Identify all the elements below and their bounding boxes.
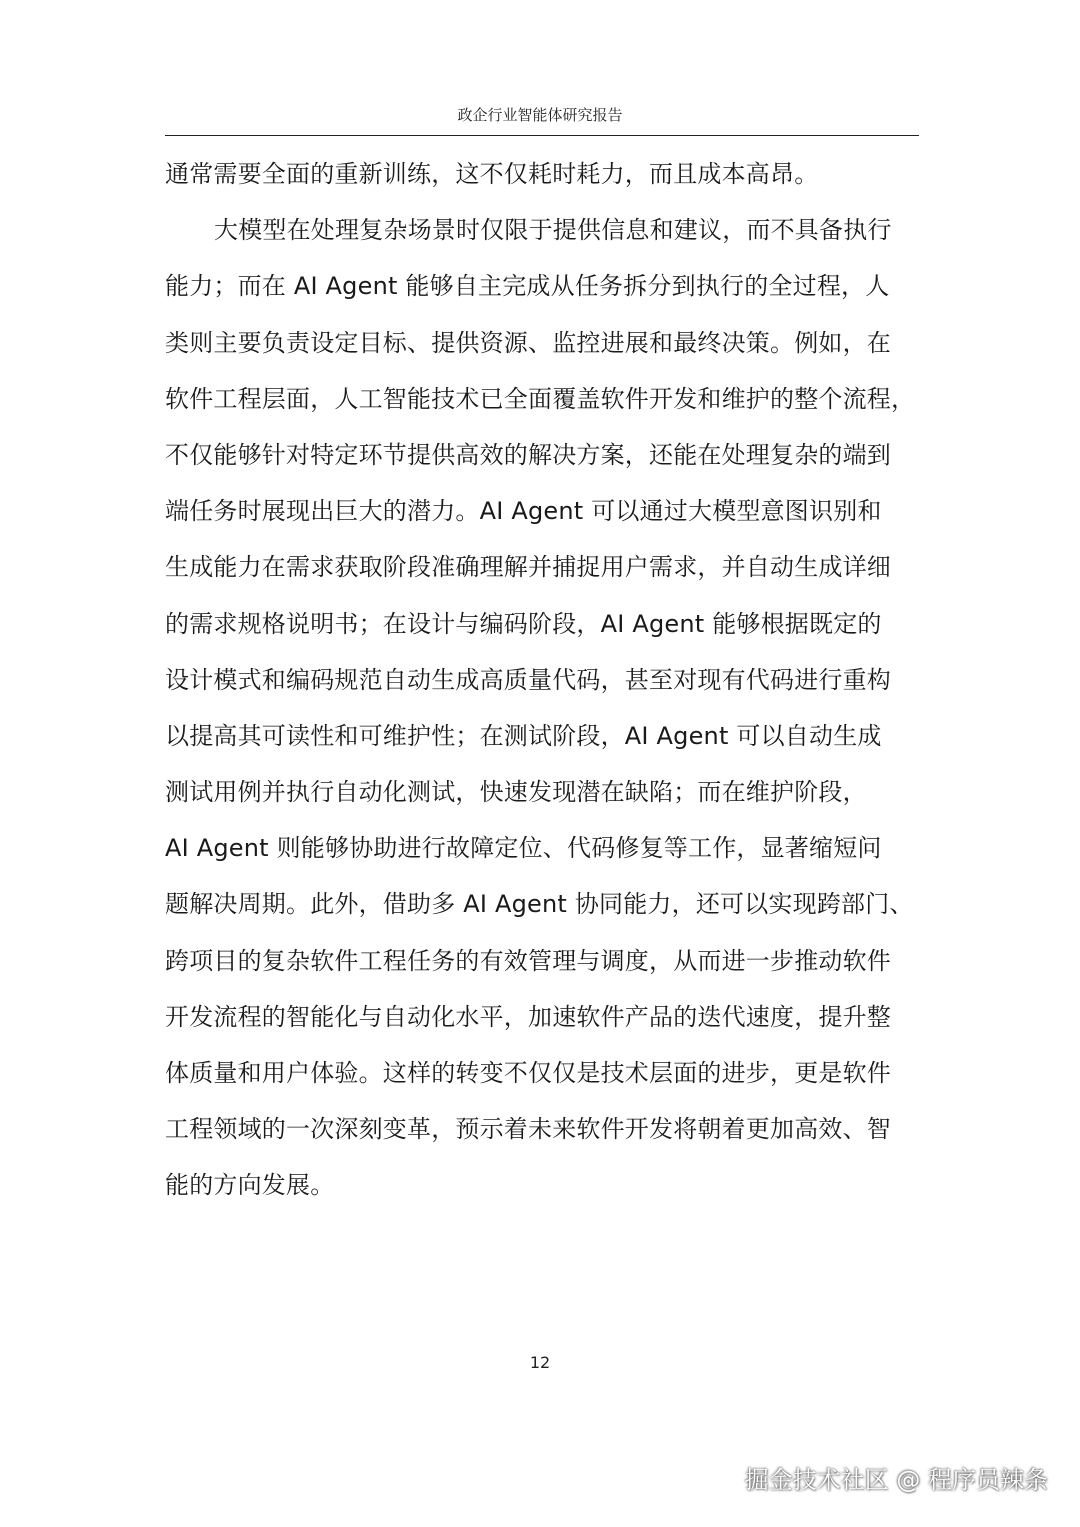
body-text — [165, 146, 919, 1214]
body-line: 能力；而在 AI Agent 能够自主完成从任务拆分到执行的全过程，人 — [165, 272, 890, 301]
page-number: 12 — [529, 1353, 551, 1372]
body-line: 生成能力在需求获取阶段准确理解并捕捉用户需求，并自动生成详细 — [165, 553, 891, 582]
body-line: 软件工程层面，人工智能技术已全面覆盖软件开发和维护的整个流程， — [165, 384, 916, 413]
body-line: 不仅能够针对特定环节提供高效的解决方案，还能在处理复杂的端到 — [165, 440, 891, 469]
body-line: 开发流程的智能化与自动化水平，加速软件产品的迭代速度，提升整 — [165, 1002, 891, 1031]
body-line: 跨项目的复杂软件工程任务的有效管理与调度，从而进一步推动软件 — [165, 946, 891, 975]
watermark: 掘金技术社区 @ 程序员辣条 — [744, 1466, 1048, 1494]
body-line: 的需求规格说明书；在设计与编码阶段，AI Agent 能够根据既定的 — [165, 609, 882, 638]
body-line: 工程领域的一次深刻变革，预示着未来软件开发将朝着更加高效、智 — [165, 1115, 891, 1144]
body-line: 题解决周期。此外，借助多 AI Agent 协同能力，还可以实现跨部门、 — [165, 890, 914, 919]
body-line: 能的方向发展。 — [165, 1171, 335, 1200]
header-divider — [165, 135, 919, 136]
body-line: 设计模式和编码规范自动生成高质量代码，甚至对现有代码进行重构 — [165, 665, 891, 694]
body-line: AI Agent 则能够协助进行故障定位、代码修复等工作，显著缩短问 — [165, 834, 882, 863]
body-line: 体质量和用户体验。这样的转变不仅仅是技术层面的进步，更是软件 — [165, 1059, 891, 1087]
body-line: 类则主要负责设定目标、提供资源、监控进展和最终决策。例如，在 — [165, 328, 891, 357]
body-line: 通常需要全面的重新训练，这不仅耗时耗力，而且成本高昂。 — [165, 160, 819, 188]
body-line: 以提高其可读性和可维护性；在测试阶段，AI Agent 可以自动生成 — [165, 721, 882, 750]
paragraph-first-line: 大模型在处理复杂场景时仅限于提供信息和建议，而不具备执行 — [214, 216, 892, 245]
body-line: 测试用例并执行自动化测试，快速发现潜在缺陷；而在维护阶段， — [165, 778, 867, 807]
body-line: 端任务时展现出巨大的潜力。AI Agent 可以通过大模型意图识别和 — [165, 497, 882, 526]
page-header-title: 政企行业智能体研究报告 — [457, 106, 623, 124]
